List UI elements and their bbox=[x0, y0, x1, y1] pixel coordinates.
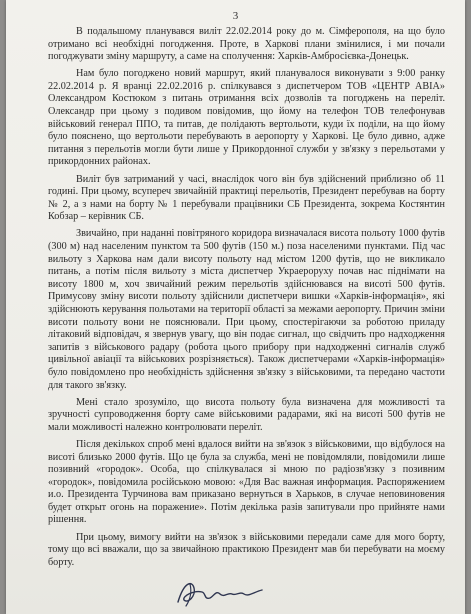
page-number: 3 bbox=[232, 10, 239, 22]
paragraph-7: При цьому, вимогу вийти на зв'язок з військовими передали саме для мого борту, тому що всі вважали, що за звичайною практикою Президент мав би перебувати на моєму борту. bbox=[48, 531, 445, 568]
signature-icon bbox=[174, 578, 266, 608]
document-page bbox=[6, 0, 465, 614]
paragraph-1: В подальшому планувався виліт 22.02.2014 року до м. Сімферополя, на що було отримано всі необхідні погодження. Проте, в Харкові плани змінилися, і ми почали погоджувати зміну маршруту, а саме на сполучення: Харків-Амбросієвка-Донецьк. bbox=[48, 26, 445, 63]
paragraph-4: Звичайно, при наданні повітряного коридора визначалася висота польоту 1000 футів (300 м) над населеним пунктом та 500 футів (150 м.) поза населеними пунктами. Під час вильоту з Харкова нам дали висоту польоту над містом 1200 футів, що не викликало питань, а потім після вильоту з міста диспетчер Украероруху почав нас піднімати на висоту 1800 м, хоч звичайний режим перельотів здійснювався на висоті 500 футів. Примусову зміну висоти польоту здійснили диспетчери вишки «Харків-інформація», які здійснюють керування польотами на території області за межами аеропорту. Причин зміни висоти польоту вони не пояснювали. При цьому, спостерігаючи за роботою приладу літаковий відповідач, я звернув увагу, що він подає сигнал, що свідчить про надходження запитів з військового радару (робота цього прибору при надходженні сигналів служб цивільної авіації та військових розрізняється). Також диспетчерами «Харків-інформація» було повідомлено про необхідність здійснення зв'язку з військовими, та передано частоти для такого зв'язку. bbox=[48, 228, 445, 391]
paragraph-5: Мені стало зрозуміло, що висота польоту була визначена для можливості та зручності супроводження борту саме військовими радарами, які на висоті 500 футів не мали можливості належно контролювати переліт. bbox=[48, 396, 445, 433]
document-body bbox=[48, 26, 445, 574]
paragraph-2: Нам було погоджено новий маршрут, який планувалося виконувати з 9:00 ранку 22.02.2014 р. Я вранці 22.02.2016 р. спілкувався з диспетчером ТОВ «ЦЕНТР АВІА» Олександром Костюком з питань отримання всіх дозволів та погоджень на переліт. Олександр при цьому з подивом повідомив, що йому на телефон ТОВ телефонував військовий генерал ППО, та питав, де полідають вертольоти, куди їх поділи, на що йому було пояснено, що вертольоти перебувають в аеропорту у Харкові. Це було дивно, адже питання з перельотів могли бути лише у Прикордонної служби у зв'язку з перельотами у прикордонних районах. bbox=[48, 68, 445, 168]
paragraph-6: Після декількох спроб мені вдалося вийти на зв'язок з військовими, що відбулося на висоті близько 2000 футів. Що це була за служба, мені не повідомляли, повідомили лише позивний «городок». Особа, що спілкувалася зі мною по радіозв'язку з позивним «городок», повідомила російською мовою: «Для Вас важная информация. Распоряжением и.о. Президента Турчинова вам приказано вернуться в Харьков, в случае неповиновения будет открыт огонь на поражение». Потім декілька разів запитували про прийняте нами рішення. bbox=[48, 438, 445, 526]
paragraph-3: Виліт був затриманий у часі, внаслідок чого він був здійснений приблизно об 11 годині. При цьому, всупереч звичайній практиці перельотів, Президент перебував на борту № 2, а з нами на борту № 1 перебували працівники СБ Президента, зокрема Костянтин Кобзар – керівник СБ. bbox=[48, 173, 445, 223]
